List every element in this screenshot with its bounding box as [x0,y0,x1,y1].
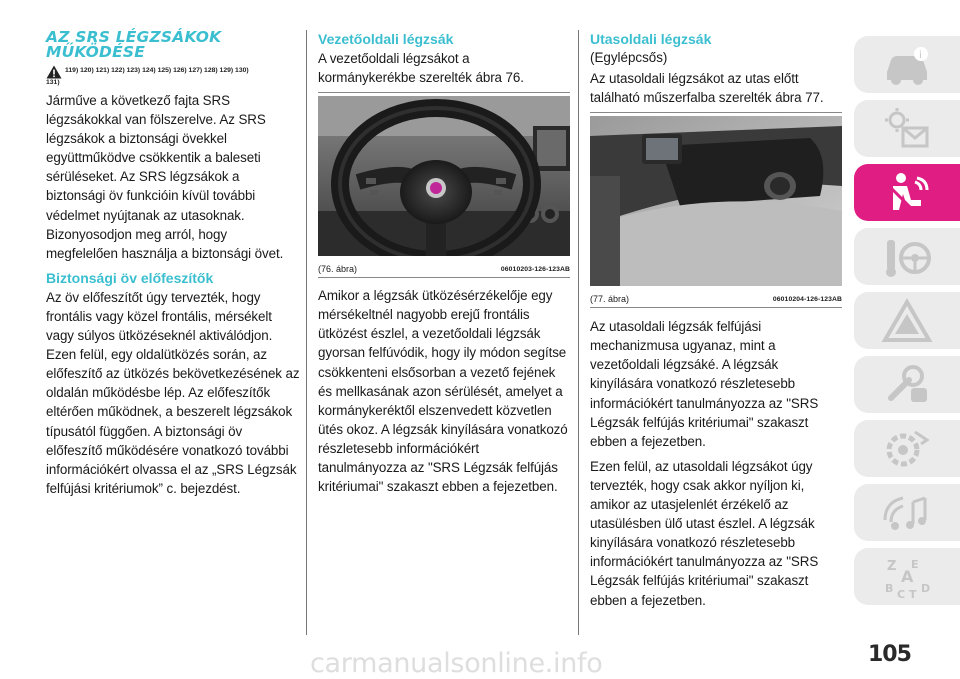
passenger-airbag-intro: Az utasoldali légzsákot az utas előtt található műszerfalba szerelték ábra 77. [590,71,824,106]
column-divider-1 [306,30,307,635]
figure-76-caption [318,261,570,277]
figure-top-rule [590,112,842,113]
figure-77-code: 06010204-126-123AB [772,295,842,303]
service-wrench-icon [881,362,933,408]
column-2 [318,30,570,496]
key-steering-icon [881,234,933,280]
technical-data-icon [881,426,933,472]
figure-77-caption [590,291,842,307]
seatbelt-airbag-icon [881,170,933,216]
svg-text:T: T [909,587,917,600]
warning-triangle-icon [46,65,62,79]
figure-76 [318,96,570,278]
car-info-icon [881,42,933,88]
steering-wheel-photo [318,96,570,256]
chapter-tabs [854,36,960,612]
dashboard-photo [590,116,842,286]
page-number: 105 [868,642,911,667]
section-title [46,30,300,60]
tab-index[interactable] [854,548,960,605]
passenger-airbag-paragraph-1: Az utasoldali légzsák felfújási mechanizmusa ugyanaz, mint a vezetőoldali légzsáké. A légzsák kinyílására vonatkozó részletesebb információkért tanulmányozza az "SRS Légzsák felfújás kritériumai" szakaszt ebben a fejezetben. [590,319,819,449]
driver-airbag-intro: A vezetőoldali légzsákot a kormánykerékbe szerelték ábra 76. [318,51,524,86]
passenger-airbag-paragraph-2: Ezen felül, az utasoldali légzsákot úgy tervezték, hogy csak akkor nyíljon ki, amikor az utasjelenlét érzékelő az utasülésben ülő utast észlel. A légzsák kinyílására vonatkozó részletesebb információkért tanulmányozza az "SRS Légzsák felfújás kritériumai" szakaszt ebben a fejezetben. [590,458,819,608]
section-title-line-1: AZ SRS LÉGZSÁKOK [46,28,222,46]
driver-airbag-heading: Vezetőoldali légzsák [318,31,454,47]
tab-starting-driving[interactable] [854,228,960,285]
figure-top-rule [318,92,570,93]
driver-airbag-paragraph: Amikor a légzsák ütközésérzékelője egy mérsékeltnél nagyobb erejű frontális ütközést észlel, a vezetőoldali légzsák gyorsan felfúvódik, hogy ily módon segítse csökkenteni elsősorban a vezető fejének és mellkasának azon sérülését, amelyet a kormánykeréktől elszenvedett közvetlen ütés okoz. A légzsák kinyílására vonatkozó részletesebb információkért tanulmányozza az "SRS Légzsák felfújás kritériumai" szakaszt ebben a fejezetben. [318,288,568,495]
tab-emergency[interactable] [854,292,960,349]
pretensioner-paragraph: Az öv előfeszítőt úgy tervezték, hogy frontális vagy közel frontális, mérsékelt vagy súlyos ütközéseknél aktiválódjon. Ezen felül, egy oldalütközés során, az előfeszítő az ütközés bekövetkezésének az oldalán működésbe lép. Az előfeszítők eltérően működnek, a beszerelt légzsákok típusától függően. A biztonsági öv előfeszítő működésére vonatkozó további információkért olvassa el az „SRS Légzsák felfújási kritériumok” c. bejezdést. [46,289,300,496]
section-title-line-2: MŰKÖDÉSE [46,43,146,61]
warning-refs-line-2: 131) [46,79,60,86]
svg-text:A: A [901,566,914,586]
warning-lights-icon [881,106,933,152]
figure-77-number: (77. ábra) [590,294,630,305]
multimedia-icon [881,490,933,536]
column-divider-2 [578,30,579,635]
tab-multimedia[interactable] [854,484,960,541]
svg-text:i: i [919,49,922,61]
tab-technical-data[interactable] [854,420,960,477]
svg-text:D: D [921,581,931,595]
passenger-airbag-heading: Utasoldali légzsák [590,31,712,47]
svg-text:C: C [897,587,906,600]
svg-text:B: B [885,581,894,595]
emergency-triangle-icon [881,298,933,344]
tab-maintenance[interactable] [854,356,960,413]
tab-warning-lights[interactable] [854,100,960,157]
column-1 [46,30,300,498]
svg-text:E: E [911,557,919,571]
index-icon [881,554,933,600]
figure-76-number: (76. ábra) [318,264,358,275]
watermark: carmanualsonline.info [310,648,603,679]
pretensioner-heading: Biztonsági öv előfeszítők [46,269,214,286]
column-3 [590,30,842,610]
passenger-airbag-subheading: (Egylépcsős) [590,50,668,65]
warning-refs-line-1: 119) 120) 121) 122) 123) 124) 125) 126) 127) 128) 129) 130) [65,67,249,74]
tab-car-info[interactable] [854,36,960,93]
figure-76-code: 06010203-126-123AB [500,265,570,273]
figure-77 [590,116,842,308]
svg-text:Z: Z [887,558,897,574]
intro-paragraph: Járműve a következő fajta SRS légzsákokkal van fölszerelve. Az SRS légzsákok a biztonsági övekkel együttműködve csökkentik a baleseti sérüléseket. Az SRS légzsákok a biztonsági öv funkcióin kívül további védelmet nyújtanak az utasoknak. Bizonyosodjon meg arról, hogy megfelelően használja a biztonsági övet. [46,93,284,261]
tab-safety[interactable] [854,164,960,221]
warning-references [46,64,300,79]
